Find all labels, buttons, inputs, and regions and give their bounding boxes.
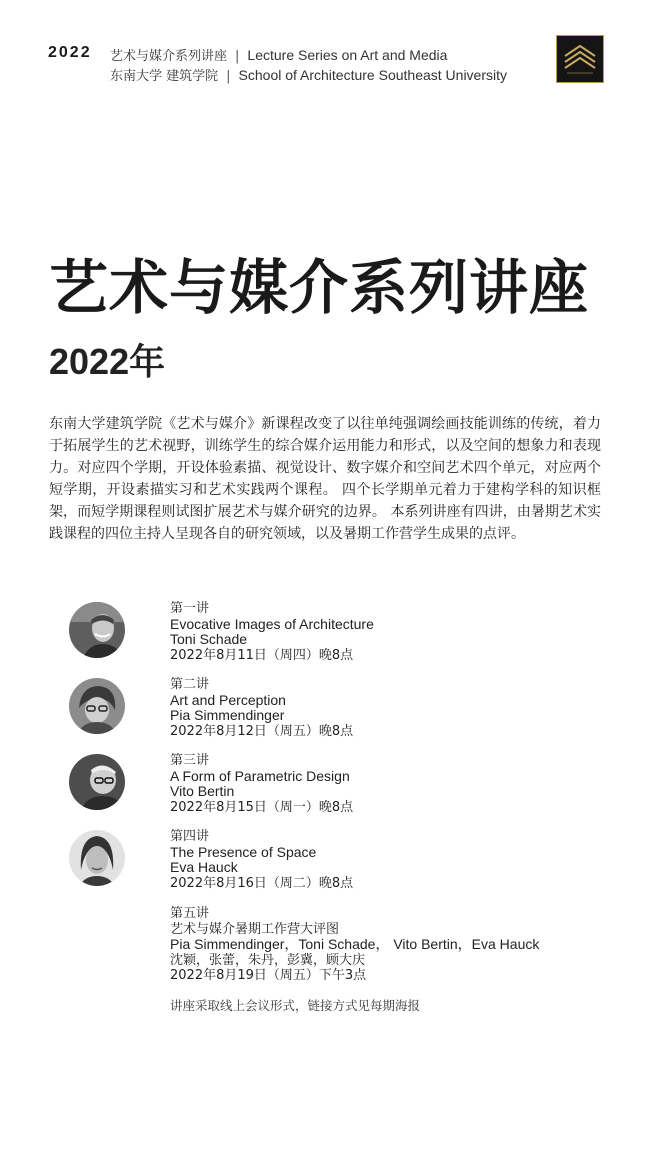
chevron-logo-icon [557,36,603,82]
lecture-time: 2022年8月15日（周一）晚8点 [170,799,354,815]
header-series [110,45,447,64]
speaker-photo-pia-simmendinger [69,678,125,734]
lecture-speaker: Pia Simmendinger [170,707,285,723]
lecture-topic: 艺术与媒介暑期工作营大评图 [170,921,340,937]
lecture-speaker: Pia Simmendinger，Toni Schade， Vito Bertin，Eva Hauck [170,936,540,952]
lecture-time: 2022年8月16日（周二）晚8点 [170,875,354,891]
lecture-number: 第二讲 [170,677,210,692]
lecture-info [170,906,539,984]
series-cn: 艺术与媒介系列讲座 [110,49,228,64]
lecture-number: 第五讲 [170,906,210,921]
lecture-speaker: Eva Hauck [170,859,238,875]
lecture-info [170,677,353,739]
lecture-time: 2022年8月11日（周四）晚8点 [170,647,354,663]
separator: | [226,69,231,84]
school-logo [556,35,604,83]
speaker-photo-eva-hauck [69,830,125,886]
page-subtitle: 2022年 [49,341,166,382]
intro-paragraph: 东南大学建筑学院《艺术与媒介》新课程改变了以往单纯强调绘画技能训练的传统，着力于拓展学生的艺术视野，训练学生的综合媒介运用能力和形式，以及空间的想象力和表现力。对应四个学期，开设体验素描、视觉设计、数字媒介和空间艺术四个单元，对应两个短学期，开设素描实习和艺术实践两个课程。 四个长学期单元着力于建构学科的知识框架，而短学期课程则试图扩展艺术与媒介研究的边界。 本系列讲座有四讲，由暑期艺术实践课程的四位主持人呈现各自的研究领域，以及暑期工作营学生成果的点评。 [49,416,601,542]
lecture-time: 2022年8月19日（周五）下午3点 [170,968,367,983]
lecture-topic: Art and Perception [170,691,286,708]
speaker-photo-vito-bertin [69,754,125,810]
lecture-number: 第一讲 [170,601,210,616]
footnote: 讲座采取线上会议形式，链接方式见每期海报 [170,998,421,1013]
separator: | [235,49,240,64]
lecture-topic: The Presence of Space [170,843,317,860]
lecture-info [170,601,374,663]
lecture-number: 第四讲 [170,829,210,844]
lecture-time: 2022年8月12日（周五）晚8点 [170,723,354,739]
lecture-info [170,829,353,891]
page-title: 艺术与媒介系列讲座 [49,253,590,322]
school-en: School of Architecture Southeast University [238,67,507,83]
lecture-speaker: Toni Schade [170,631,248,647]
lecture-topic: A Form of Parametric Design [170,767,350,784]
school-cn: 东南大学 建筑学院 [110,69,219,84]
header-year: 2022 [48,44,92,61]
lecture-info [170,753,353,815]
header-school [110,65,507,84]
lecture-topic: Evocative Images of Architecture [170,615,374,632]
series-en: Lecture Series on Art and Media [247,47,448,63]
speaker-photo-toni-schade [69,602,125,658]
lecture-hosts: 沈颖，张蕾，朱丹，彭冀，顾大庆 [170,952,366,968]
lecture-number: 第三讲 [170,753,210,768]
lecture-speaker: Vito Bertin [170,783,235,799]
